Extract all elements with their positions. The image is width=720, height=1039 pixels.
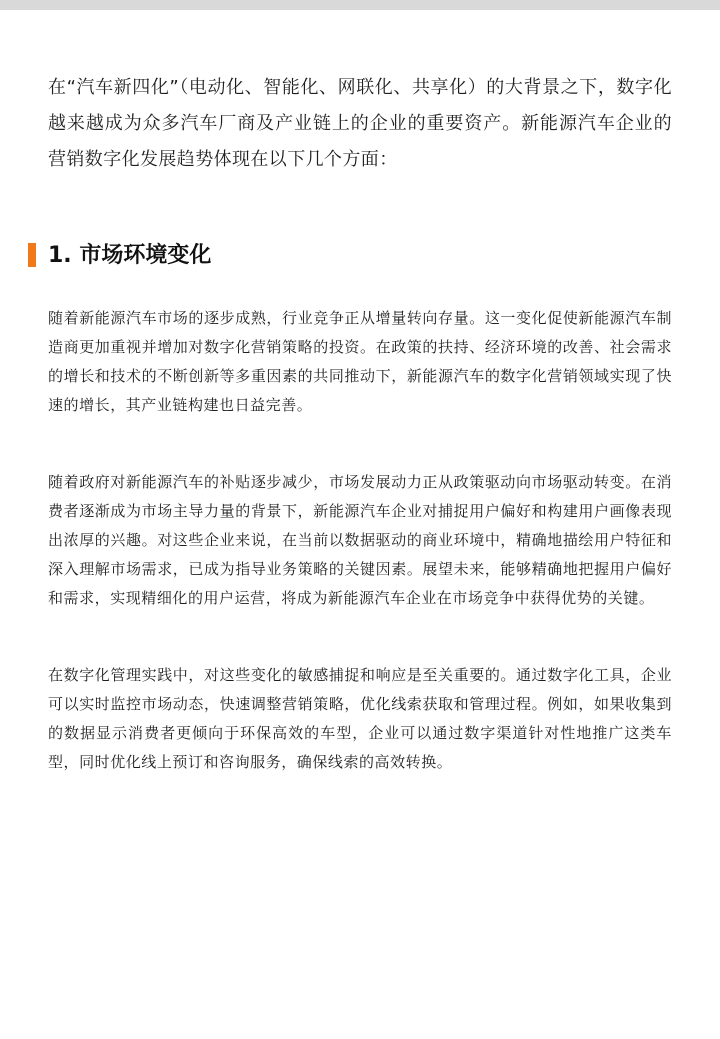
top-bar — [0, 0, 720, 10]
heading-accent-marker — [28, 243, 36, 267]
section-heading — [48, 242, 672, 270]
body-paragraph: 随着新能源汽车市场的逐步成熟，行业竞争正从增量转向存量。这一变化促使新能源汽车制造商更加重视并增加对数字化营销策略的投资。在政策的扶持、经济环境的改善、社会需求的增长和技术的不断创新等多重因素的共同推动下，新能源汽车的数字化营销领域实现了快速的增长，其产业链构建也日益完善。 — [48, 309, 672, 414]
body-paragraph: 随着政府对新能源汽车的补贴逐步减少，市场发展动力正从政策驱动向市场驱动转变。在消费者逐渐成为市场主导力量的背景下，新能源汽车企业对捕捉用户偏好和构建用户画像表现出浓厚的兴趣。对这些企业来说，在当前以数据驱动的商业环境中，精确地描绘用户特征和深入理解市场需求，已成为指导业务策略的关键因素。展望未来，能够精确地把握用户偏好和需求，实现精细化的用户运营，将成为新能源汽车企业在市场竞争中获得优势的关键。 — [48, 473, 672, 607]
section-title: 1. 市场环境变化 — [48, 243, 212, 268]
document-body — [48, 70, 672, 777]
intro-paragraph: 在“汽车新四化”（电动化、智能化、网联化、共享化）的大背景之下，数字化越来越成为众多汽车厂商及产业链上的企业的重要资产。新能源汽车企业的营销数字化发展趋势体现在以下几个方面： — [48, 77, 672, 170]
body-paragraph: 在数字化管理实践中，对这些变化的敏感捕捉和响应是至关重要的。通过数字化工具，企业可以实时监控市场动态，快速调整营销策略，优化线索获取和管理过程。例如，如果收集到的数据显示消费者更倾向于环保高效的车型，企业可以通过数字渠道针对性地推广这类车型，同时优化线上预订和咨询服务，确保线索的高效转换。 — [48, 666, 672, 771]
